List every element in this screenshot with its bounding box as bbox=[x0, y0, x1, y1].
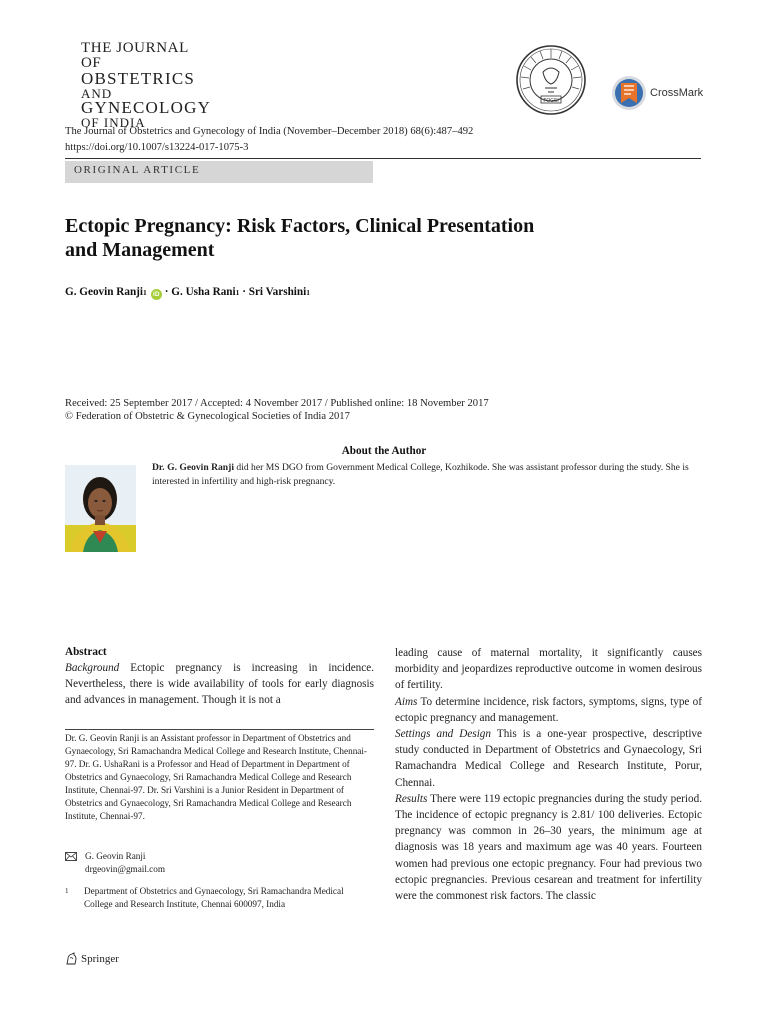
right-column bbox=[395, 645, 702, 904]
abstract-section-label: Results bbox=[395, 792, 428, 805]
doi-link[interactable]: https://doi.org/10.1007/s13224-017-1075-3 bbox=[65, 142, 249, 153]
journal-logo-line: OF INDIA bbox=[81, 115, 146, 130]
author-separator: · bbox=[164, 286, 169, 298]
abstract-results bbox=[395, 791, 702, 904]
affiliation-footnote bbox=[65, 885, 374, 911]
publisher-logo bbox=[65, 952, 119, 965]
author-separator: · bbox=[242, 286, 246, 298]
journal-logo-line: OBSTETRICS bbox=[81, 69, 196, 88]
abstract-section-text: There were 119 ectopic pregnancies during the study period. The incidence of ectopic pregnancy is 2.81/ 100 deliveries. Ectopic pregnancy was common in 26–30 years, the minimum age at diagnosis was 18 years and maximum age was 40 years. Fourteen women had previous one ectopic pregnancy. Four had previous two ectopic pregnancies. Previous cesarean and treatment for infertility were the commonest risk factors. The classic bbox=[395, 792, 702, 903]
abstract-background-continued: leading cause of maternal mortality, it significantly causes morbidity and jeopardizes reproductive outcome in women desirous of fertility. bbox=[395, 647, 702, 692]
article-title-line: Ectopic Pregnancy: Risk Factors, Clinical Presentation bbox=[65, 215, 535, 237]
journal-logo-line: THE JOURNAL OF bbox=[81, 40, 189, 71]
journal-logo-line: GYNECOLOGY bbox=[81, 98, 212, 117]
crossmark-label: CrossMark bbox=[650, 87, 704, 99]
article-type-banner: ORIGINAL ARTICLE bbox=[65, 161, 373, 183]
abstract-section-label: Settings and Design bbox=[395, 728, 491, 741]
crossmark-icon bbox=[611, 75, 647, 111]
author-name[interactable]: Sri Varshini bbox=[248, 286, 307, 298]
abstract-heading: Abstract bbox=[65, 646, 107, 658]
header-divider bbox=[65, 158, 701, 159]
abstract-section-text: Ectopic pregnancy is increasing in incidence. Nevertheless, there is wide availability of tools for early diagnosis and advances in management. Though it is not a bbox=[65, 662, 374, 707]
abstract-section-text: To determine incidence, risk factors, symptoms, signs, type of ectopic pregnancy and management. bbox=[395, 695, 702, 724]
abstract-section-text: This is a one-year prospective, descriptive study conducted in Department of Obstetrics and Gynaecology, Sri Ramachandra Medical College and Research Institute, Porur, Chennai. bbox=[395, 728, 702, 789]
about-author-heading: About the Author bbox=[341, 445, 427, 457]
publisher-name: Springer bbox=[81, 952, 119, 965]
abstract-settings bbox=[395, 726, 702, 791]
article-title-line: and Management bbox=[65, 239, 215, 261]
springer-horse-icon bbox=[65, 952, 78, 965]
orcid-icon[interactable]: iD bbox=[151, 289, 162, 300]
left-column bbox=[65, 645, 374, 709]
citation-line: The Journal of Obstetrics and Gynecology of India (November–December 2018) 68(6):487–492 bbox=[65, 126, 474, 137]
envelope-icon bbox=[65, 852, 77, 861]
citation-block bbox=[65, 124, 473, 156]
abstract-aims bbox=[395, 694, 702, 726]
society-seal-icon bbox=[515, 44, 587, 116]
journal-logo-line: AND bbox=[81, 86, 113, 101]
about-author-bio: did her MS DGO from Government Medical College, Kozhikode. She was assistant professor during the study. She is interested in infertility and high-risk pregnancy. bbox=[152, 462, 689, 487]
author-name[interactable]: G. Geovin Ranji bbox=[65, 286, 144, 298]
author-name[interactable]: G. Usha Rani bbox=[171, 286, 236, 298]
author-photo bbox=[65, 465, 136, 552]
history-dates: Received: 25 September 2017 / Accepted: 4 November 2017 / Published online: 18 November 2017 bbox=[65, 398, 489, 409]
corresponding-author-email[interactable]: drgeovin@gmail.com bbox=[85, 864, 165, 874]
corresponding-author bbox=[65, 850, 165, 876]
about-author-name: Dr. G. Geovin Ranji bbox=[152, 462, 234, 473]
about-author-text bbox=[152, 461, 708, 489]
author-bio-footnote: Dr. G. Geovin Ranji is an Assistant professor in Department of Obstetrics and Gynaecology, Sri Ramachandra Medical College and Research Institute, Chennai-97. Dr. G. UshaRani is a Professor and Head of Department in Department of Obstetrics and Gynaecology, Sri Ramachandra Medical College and Research Institute, Chennai-97. Dr. Sri Varshini is a Junior Resident in Department of Obstetrics and Gynaecology, Sri Ramachandra Medical College and Research Institute, Chennai-97. bbox=[65, 733, 367, 821]
corresponding-author-name: G. Geovin Ranji bbox=[85, 851, 146, 861]
author-list: G. Geovin Ranji 1 iD · G. Usha Rani 1 · Sri Varshini 1 bbox=[65, 286, 310, 298]
article-title bbox=[65, 214, 625, 262]
affiliation-text: Department of Obstetrics and Gynaecology, Sri Ramachandra Medical College and Research Institute, Chennai 600097, India bbox=[84, 886, 344, 909]
affiliation-number: 1 bbox=[65, 887, 69, 895]
publication-dates bbox=[65, 397, 489, 423]
abstract-section-label: Aims bbox=[395, 695, 418, 708]
copyright-line: © Federation of Obstetric & Gynecological Societies of India 2017 bbox=[65, 411, 350, 422]
crossmark-badge[interactable] bbox=[611, 75, 703, 111]
abstract-section-label: Background bbox=[65, 662, 120, 674]
abstract-background bbox=[65, 660, 374, 709]
svg-text:FOGSI: FOGSI bbox=[543, 98, 559, 104]
footnote-divider bbox=[65, 729, 374, 730]
journal-logo bbox=[81, 41, 211, 129]
